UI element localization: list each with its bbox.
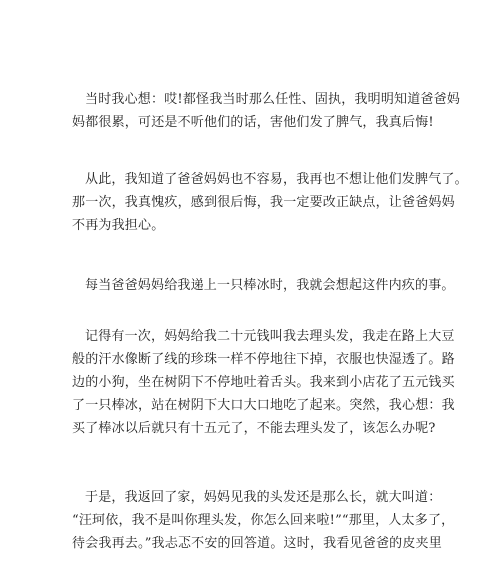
paragraph-line: 边的小狗，坐在树阴下不停地吐着舌头。我来到小店花了五元钱买 bbox=[72, 375, 455, 390]
paragraph-4 bbox=[72, 325, 455, 440]
paragraph-line: 记得有一次，妈妈给我二十元钱叫我去理头发，我走在路上大豆 bbox=[85, 329, 455, 344]
paragraph-line: 待会我再去。”我忐忑不安的回答道。这时，我看见爸爸的皮夹里 bbox=[72, 536, 442, 551]
paragraph-line: 了一只棒冰，站在树阴下大口大口地吃了起来。突然，我心想：我 bbox=[72, 398, 455, 413]
paragraph-line: 当时我心想：哎!都怪我当时那么任性、固执，我明明知道爸爸妈 bbox=[85, 92, 461, 107]
paragraph-1 bbox=[72, 88, 461, 134]
paragraph-2 bbox=[72, 168, 468, 237]
paragraph-line: 妈都很累，可还是不听他们的话，害他们发了脾气，我真后悔! bbox=[72, 115, 434, 130]
paragraph-line: 买了棒冰以后就只有十五元了，不能去理头发了，该怎么办呢? bbox=[72, 421, 436, 436]
paragraph-line: “汪珂依，我不是叫你理头发，你怎么回来啦!”“那里，人太多了， bbox=[72, 513, 455, 528]
paragraph-5 bbox=[72, 486, 455, 555]
paragraph-line: 于是，我返回了家，妈妈见我的头发还是那么长，就大叫道： bbox=[85, 490, 442, 505]
paragraph-line: 从此，我知道了爸爸妈妈也不容易，我再也不想让他们发脾气了。 bbox=[85, 172, 468, 187]
paragraph-line: 不再为我担心。 bbox=[72, 218, 165, 233]
paragraph-line: 般的汗水像断了线的珍珠一样不停地往下掉，衣服也快湿透了。路 bbox=[72, 352, 455, 367]
paragraph-line: 每当爸爸妈妈给我递上一只棒冰时，我就会想起这件内疚的事。 bbox=[85, 278, 455, 293]
paragraph-line: 那一次，我真愧疚，感到很后悔，我一定要改正缺点，让爸爸妈妈 bbox=[72, 195, 455, 210]
paragraph-3 bbox=[72, 274, 455, 297]
